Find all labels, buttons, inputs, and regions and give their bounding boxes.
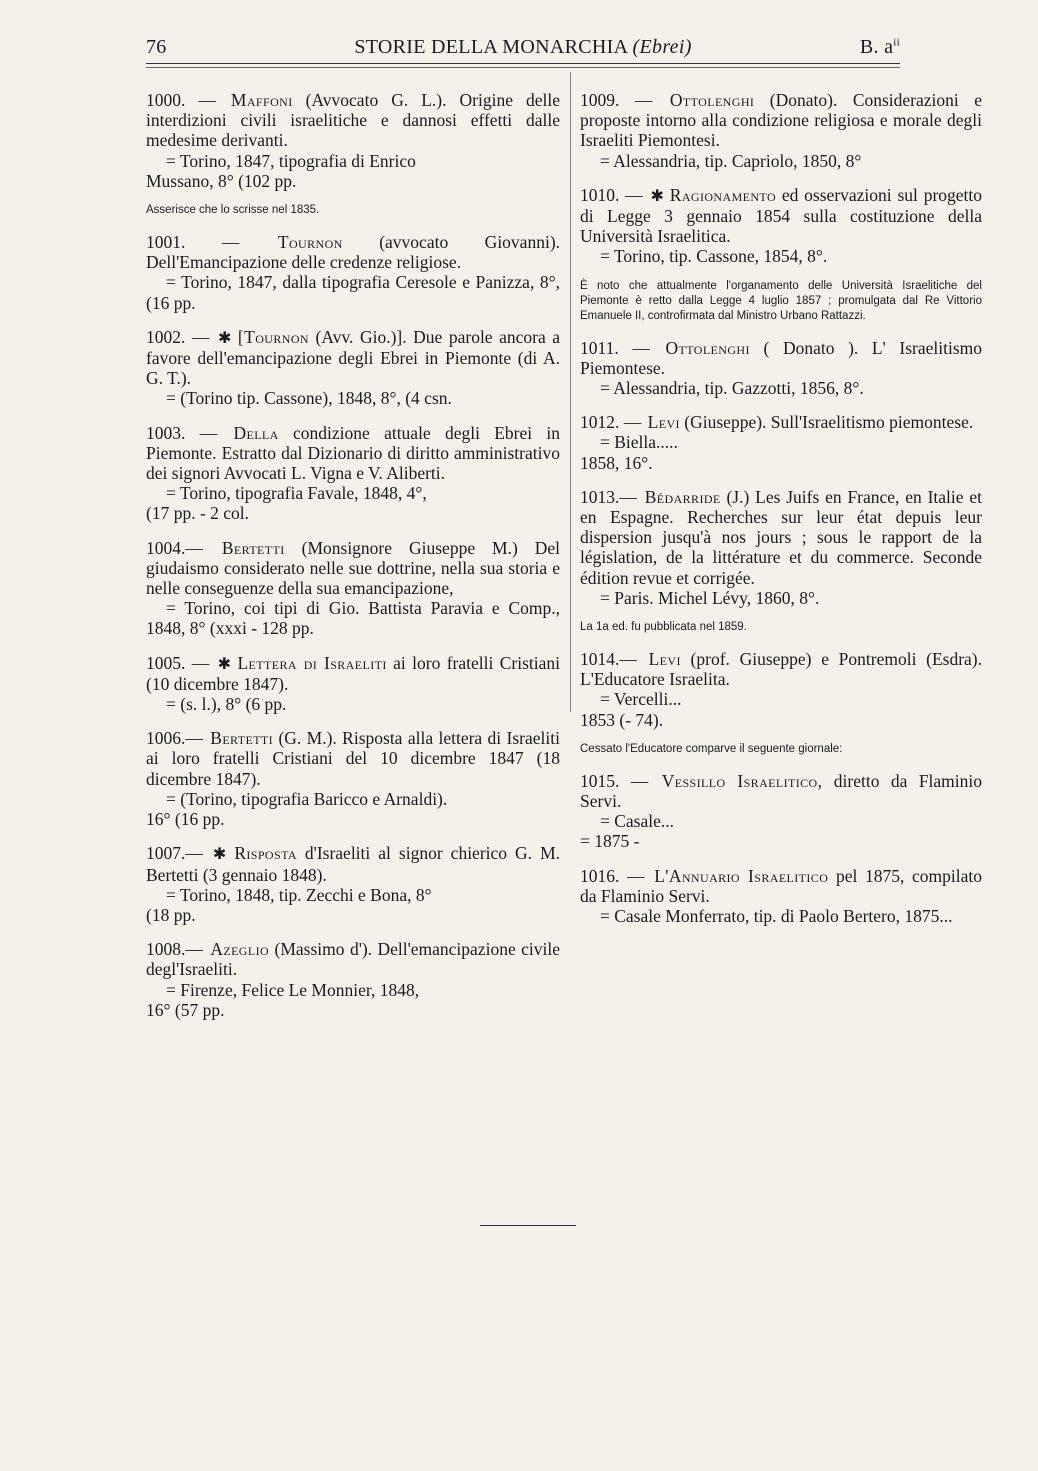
entry-title: d'Israeliti al signor chierico G. M. Bertetti (3 gennaio 1848). [146, 843, 561, 885]
entry-number: 1015. — [580, 770, 649, 791]
entry-number: 1006.— [146, 728, 203, 749]
entry-number: 1003. — [146, 422, 218, 443]
entry-imprint-cont: 1858, 16°. [580, 452, 653, 473]
entry-heading [580, 866, 982, 906]
entry-heading [580, 338, 982, 378]
entry-title: (Avvocato G. L.). Origine delle interdizioni civili israelitiche e dannosi effetti dalle medesime derivanti. [146, 90, 560, 151]
entry-author: Vessillo Israelitico, [661, 770, 823, 791]
entry-heading [146, 327, 560, 389]
entry-author: Levi [647, 412, 680, 433]
entry-author: Tournon [277, 232, 343, 253]
entry-number: 1016. — [580, 865, 645, 886]
entry-imprint: = Casale... [600, 811, 675, 832]
entry-heading [146, 538, 560, 599]
running-title-text: STORIE DELLA MONARCHIA [354, 36, 628, 58]
entry-imprint: = Torino, coi tipi di Gio. Battista Paravia e Comp., 1848, 8° (xxxi - 128 pp. [146, 598, 560, 639]
running-title-italic: (Ebrei) [632, 36, 692, 58]
entry-number: 1009. — [580, 90, 653, 110]
asterisk-icon: ✱ [212, 844, 227, 864]
entry-heading [580, 412, 982, 432]
entry-title: ed osservazioni sul progetto di Legge 3 gennaio 1854 sulla costituzione della Università Israelitica. [580, 184, 983, 247]
bibliography-entry [580, 90, 982, 171]
entry-heading [146, 90, 560, 151]
entry-imprint: = Torino, 1848, tip. Zecchi e Bona, 8° [166, 884, 432, 905]
asterisk-icon: ✱ [217, 653, 232, 673]
entry-imprint-cont: 16° (57 pp. [146, 999, 225, 1020]
bibliography-entry [146, 423, 560, 524]
entry-author: Ragionamento [669, 184, 777, 205]
bibliography-entry [580, 412, 982, 473]
entry-note: Cessato l'Educatore comparve il seguente giornale: [580, 742, 843, 755]
entry-author: Ottolenghi [669, 90, 755, 110]
entry-author: Maffoni [230, 90, 293, 110]
entry-imprint-cont: 1853 (- 74). [580, 709, 664, 730]
bibliography-entry [146, 232, 560, 313]
entry-heading [580, 649, 982, 689]
entry-imprint: = Torino, tipografia Favale, 1848, 4°, [166, 483, 427, 504]
entry-note: È noto che attualmente l'organamento delle Università Israelitiche del Piemonte è retto dalla Legge 4 luglio 1857 ; promulgata dal Re Vittorio Emanuele II, controfirmata dal Ministro Urbano Rattazzi. [580, 279, 982, 322]
entry-imprint: = Torino, 1847, tipografia di Enrico [166, 150, 416, 171]
entry-heading [580, 90, 982, 151]
entry-imprint: = Casale Monferrato, tip. di Paolo Bertero, 1875... [600, 906, 953, 927]
entry-imprint: = Biella..... [600, 432, 678, 453]
entry-heading [146, 653, 560, 694]
header-rule [146, 63, 900, 64]
left-column [146, 90, 560, 1034]
column-divider [570, 72, 571, 712]
page-header [146, 30, 900, 66]
entry-number: 1010. — [580, 184, 643, 205]
entry-heading [146, 843, 560, 884]
entry-title: (Massimo d'). Dell'emancipazione civile degl'Israeliti. [146, 939, 561, 980]
entry-imprint: = Vercelli... [600, 689, 682, 710]
bibliography-entry [146, 327, 560, 409]
bibliography-entry [580, 487, 982, 608]
entry-note: Asserisce che lo scrisse nel 1835. [146, 204, 320, 217]
bibliography-entry [580, 649, 982, 730]
running-title [146, 36, 900, 59]
entry-author: Risposta [234, 843, 297, 864]
entry-imprint: = Paris. Michel Lévy, 1860, 8°. [600, 587, 820, 608]
entry-title: ai loro fratelli Cristiani (10 dicembre 1847). [146, 652, 561, 694]
entry-imprint-cont: 16° (16 pp. [146, 809, 225, 830]
entry-imprint: = (Torino tip. Cassone), 1848, 8°, (4 csn. [166, 388, 452, 409]
bibliography-entry [146, 728, 560, 829]
bibliography-entry [146, 538, 560, 639]
entry-imprint: = Alessandria, tip. Gazzotti, 1856, 8°. [600, 378, 864, 399]
bibliography-entry [146, 653, 560, 715]
signature-superscript: ii [893, 36, 900, 49]
entry-heading [146, 423, 560, 484]
entry-title: (Monsignore Giuseppe M.) Del giudaismo considerato nelle sue dottrine, nella sua storia e nelle conseguenze della sua emancipazione, [146, 537, 561, 599]
entry-imprint-cont: Mussano, 8° (102 pp. [146, 170, 297, 191]
entry-title: (Giuseppe). Sull'Israelitismo piemontese. [684, 412, 974, 433]
bibliography-entry [146, 843, 560, 925]
entry-title: (prof. Giuseppe) e Pontremoli (Esdra). L'Educatore Israelita. [580, 649, 982, 690]
entry-imprint: = (Torino, tipografia Baricco e Arnaldi). [166, 788, 448, 809]
entry-imprint: = Firenze, Felice Le Monnier, 1848, [166, 979, 420, 1000]
entry-number: 1001. — [146, 232, 240, 253]
entry-heading [146, 728, 560, 789]
entry-imprint-cont: (17 pp. - 2 col. [146, 503, 250, 524]
entry-heading [580, 487, 982, 588]
entry-heading [580, 185, 982, 247]
entry-author: Bertetti [221, 537, 285, 558]
entry-number: 1013.— [580, 486, 637, 507]
header-rule-thin [146, 67, 900, 68]
entry-heading [580, 771, 982, 811]
entry-number: 1005. — [146, 652, 210, 673]
entry-title: diretto da Flaminio Servi. [580, 770, 983, 812]
entry-title: (G. M.). Risposta alla lettera di Israeliti ai loro fratelli Cristiani del 10 dicembre 1847 (18 dicembre 1847). [146, 728, 560, 789]
entry-imprint-cont: (18 pp. [146, 904, 196, 925]
entry-author: Azeglio [210, 939, 270, 960]
bibliography-entry [580, 866, 982, 927]
entry-number: 1011. — [580, 337, 650, 358]
bibliography-entry [580, 185, 982, 267]
entry-imprint: = Torino, tip. Cassone, 1854, 8°. [600, 246, 828, 267]
entry-heading [146, 232, 560, 272]
signature-text: B. a [859, 36, 894, 58]
bibliography-entry [146, 939, 560, 1020]
asterisk-icon: ✱ [650, 185, 664, 205]
entry-title: (Avv. Gio.)]. Due parole ancora a favore dell'emancipazione degli Ebrei in Piemonte (di A. G. T.). [146, 326, 561, 389]
entry-title: ( Donato ). L' Israelitismo Piemontese. [580, 337, 983, 378]
entry-author: Della [233, 422, 279, 443]
entry-title: (Donato). Considerazioni e proposte intorno alla condizione religiosa e morale degli Israeliti Piemontesi. [580, 90, 983, 151]
entry-note: La 1a ed. fu pubblicata nel 1859. [580, 621, 747, 634]
entry-imprint: = (s. l.), 8° (6 pp. [166, 694, 287, 715]
entry-number: 1008.— [146, 939, 203, 960]
entry-heading [146, 939, 560, 979]
entry-title: pel 1875, compilato da Flaminio Servi. [580, 865, 982, 906]
entry-number: 1002. — [146, 326, 210, 347]
entry-author: L'Annuario Israelitico [654, 865, 829, 886]
entry-number: 1007.— [146, 843, 203, 864]
bibliography-entry [146, 90, 560, 191]
entry-title: (J.) Les Juifs en France, en Italie et en Espagne. Recherches sur leur état depuis leur dispersion jusqu'à nos jours ; sous le rapport de la législation, de la littérature et du commerce. Seconde édition revue et corrigée. [580, 486, 982, 588]
bibliography-entry [580, 338, 982, 399]
entry-author: Bédarride [644, 486, 721, 507]
entry-number: 1014.— [580, 649, 637, 670]
entry-imprint: = Alessandria, tip. Capriolo, 1850, 8° [600, 150, 862, 171]
entry-imprint: = Torino, 1847, dalla tipografia Ceresole e Panizza, 8°, (16 pp. [146, 272, 560, 313]
entry-author: [Tournon [237, 326, 309, 347]
entry-number: 1004.— [146, 537, 203, 558]
entry-imprint-cont: = 1875 - [580, 831, 640, 852]
entry-author: Ottolenghi [665, 337, 750, 358]
signature-mark [860, 36, 900, 59]
entry-number: 1000. — [146, 90, 216, 110]
asterisk-icon: ✱ [217, 327, 232, 347]
bibliography-entry [580, 771, 982, 852]
entry-number: 1012. — [580, 412, 642, 433]
right-column [580, 90, 982, 940]
entry-title: (avvocato Giovanni). Dell'Emancipazione delle credenze religiose. [146, 232, 561, 273]
entry-author: Levi [648, 649, 681, 670]
entry-author: Lettera di Israeliti [237, 652, 387, 673]
end-rule [480, 1225, 576, 1226]
page-number: 76 [146, 36, 167, 58]
entry-author: Bertetti [210, 728, 274, 749]
entry-title: condizione attuale degli Ebrei in Piemonte. Estratto dal Dizionario di diritto amministrativo dei signori Avvocati L. Vigna e V. Aliberti. [146, 422, 561, 484]
